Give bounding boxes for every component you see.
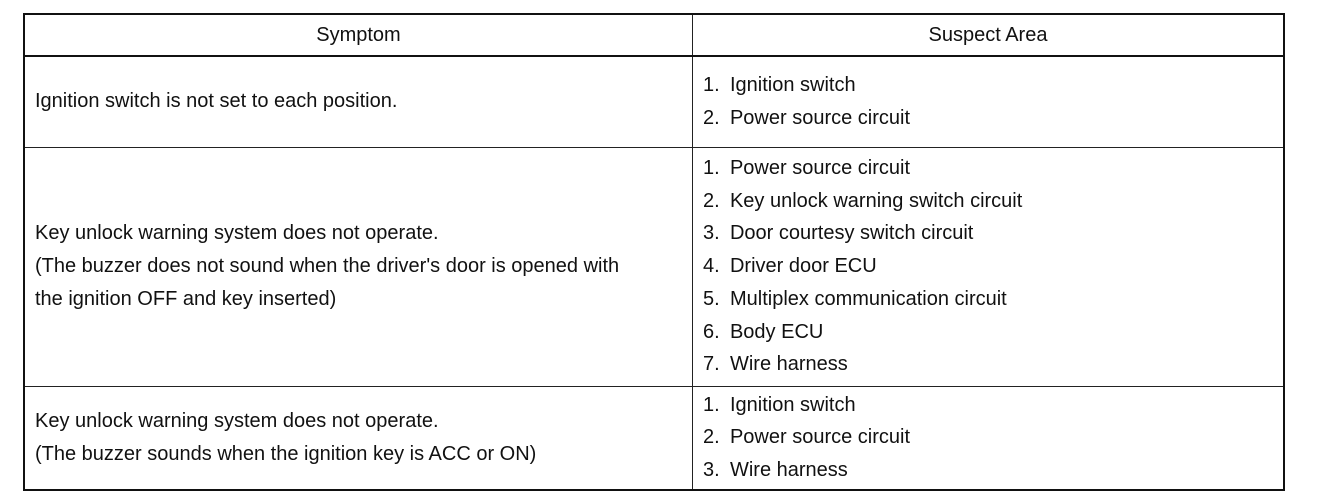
symptom-text: the ignition OFF and key inserted)	[35, 288, 337, 310]
suspect-list	[703, 69, 1283, 134]
table-row	[24, 147, 1284, 386]
item-text: Door courtesy switch circuit	[729, 222, 974, 245]
suspect-list	[703, 152, 1283, 381]
item-number: 2.	[702, 189, 720, 212]
symptom-cell	[24, 386, 692, 490]
header-row	[24, 14, 1284, 56]
symptom-text: Key unlock warning system does not operate.	[35, 409, 439, 432]
symptom-cell	[24, 147, 692, 386]
list-item	[703, 102, 1283, 135]
item-number: 3.	[702, 222, 720, 245]
symptom-column-header: Symptom	[24, 14, 692, 56]
item-number: 6.	[702, 320, 720, 343]
item-number: 1.	[702, 74, 720, 97]
list-item	[703, 454, 1283, 487]
suspect-area-cell	[692, 147, 1284, 386]
item-number: 4.	[702, 255, 720, 278]
item-number: 1.	[702, 393, 720, 416]
list-item	[703, 283, 1283, 316]
symptom-text: Ignition switch is not set to each position.	[35, 90, 398, 113]
item-text: Key unlock warning switch circuit	[729, 189, 1023, 212]
list-item	[703, 185, 1283, 218]
list-item	[703, 250, 1283, 283]
item-number: 2.	[702, 106, 720, 129]
list-item	[703, 348, 1283, 381]
item-number: 5.	[702, 287, 720, 310]
suspect-area-column-header: Suspect Area	[692, 14, 1284, 56]
item-text: Body ECU	[729, 320, 824, 343]
item-text: Power source circuit	[729, 106, 911, 129]
list-item	[703, 69, 1283, 102]
symptom-text: (The buzzer sounds when the ignition key is ACC or ON)	[35, 442, 537, 465]
list-item	[703, 389, 1283, 422]
item-text: Multiplex communication circuit	[729, 287, 1007, 310]
list-item	[703, 421, 1283, 454]
item-text: Driver door ECU	[729, 255, 877, 278]
item-number: 2.	[702, 426, 720, 449]
table-row	[24, 386, 1284, 490]
item-number: 3.	[702, 459, 720, 482]
item-text: Ignition switch	[729, 74, 856, 97]
item-text: Power source circuit	[729, 426, 911, 449]
troubleshooting-table	[23, 13, 1285, 491]
symptom-text: Key unlock warning system does not operate.	[35, 222, 439, 244]
item-number: 1.	[702, 157, 720, 180]
item-text: Wire harness	[729, 459, 848, 482]
list-item	[703, 152, 1283, 185]
symptom-cell	[24, 56, 692, 147]
table-row	[24, 56, 1284, 147]
suspect-area-cell	[692, 56, 1284, 147]
suspect-area-cell	[692, 386, 1284, 490]
item-number: 7.	[702, 353, 720, 376]
list-item	[703, 316, 1283, 349]
item-text: Ignition switch	[729, 393, 856, 416]
item-text: Wire harness	[729, 353, 848, 376]
symptom-text: (The buzzer does not sound when the driver's door is opened with	[35, 255, 620, 277]
suspect-list	[703, 389, 1283, 487]
item-text: Power source circuit	[729, 157, 911, 180]
list-item	[703, 217, 1283, 250]
